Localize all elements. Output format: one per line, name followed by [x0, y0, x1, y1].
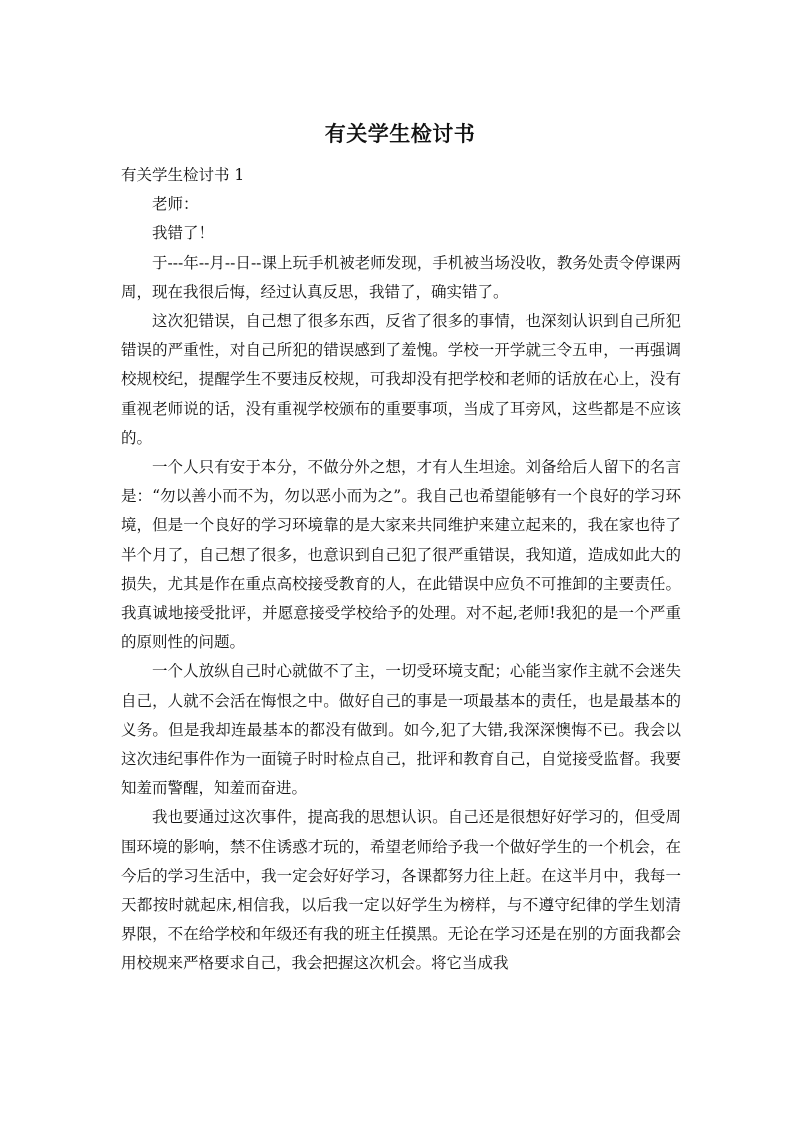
paragraph: 我也要通过这次事件，提高我的思想认识。自己还是很想好好学习的，但受周围环境的影响，禁不住诱惑才玩的，希望老师给予我一个做好学生的一个机会，在今后的学习生活中，我一定会好好学习，各课都努力往上赶。在这半月中，我每一天都按时就起床,相信我，以后我一定以好学生为榜样，与不遵守纪律的学生划清界限，不在给学校和年级还有我的班主任摸黑。无论在学习还是在别的方面我都会用校规来严格要求自己，我会把握这次机会。将它当成我 [121, 808, 681, 973]
salutation: 老师： [152, 195, 199, 214]
paragraph: 于---年--月--日--课上玩手机被老师发现，手机被当场没收，教务处责令停课两周，现在我很后悔，经过认真反思，我错了，确实错了。 [121, 253, 681, 301]
document-title: 有关学生检讨书 [324, 122, 476, 146]
paragraph: 一个人只有安于本分，不做分外之想，才有人生坦途。刘备给后人留下的名言是：“勿以善小而不为，勿以恶小而为之”。我自己也希望能够有一个良好的学习环境，但是一个良好的学习环境靠的是大家来共同维护来建立起来的，我在家也待了半个月了，自己想了很多，也意识到自己犯了很严重错误，我知道，造成如此大的损失，尤其是作在重点高校接受教育的人，在此错误中应负不可推卸的主要责任。我真诚地接受批评，并愿意接受学校给予的处理。对不起,老师!我犯的是一个严重的原则性的问题。 [121, 458, 681, 652]
paragraph: 一个人放纵自己时心就做不了主，一切受环境支配；心能当家作主就不会迷失自己，人就不会活在悔恨之中。做好自己的事是一项最基本的责任，也是最基本的义务。但是我却连最基本的都没有做到。如今,犯了大错,我深深懊悔不已。我会以这次违纪事件作为一面镜子时时检点自己，批评和教育自己，自觉接受监督。我要知羞而警醒，知羞而奋进。 [121, 662, 681, 798]
paragraph: 这次犯错误，自己想了很多东西，反省了很多的事情，也深刻认识到自己所犯错误的严重性，对自己所犯的错误感到了羞愧。学校一开学就三令五申，一再强调校规校纪，提醒学生不要违反校规，可我却没有把学校和老师的话放在心上，没有重视老师说的话，没有重视学校颁布的重要事项，当成了耳旁风，这些都是不应该的。 [121, 312, 681, 447]
document-body [121, 161, 681, 979]
paragraph: 我错了！ [152, 224, 215, 243]
document-subtitle: 有关学生检讨书 1 [121, 166, 245, 184]
